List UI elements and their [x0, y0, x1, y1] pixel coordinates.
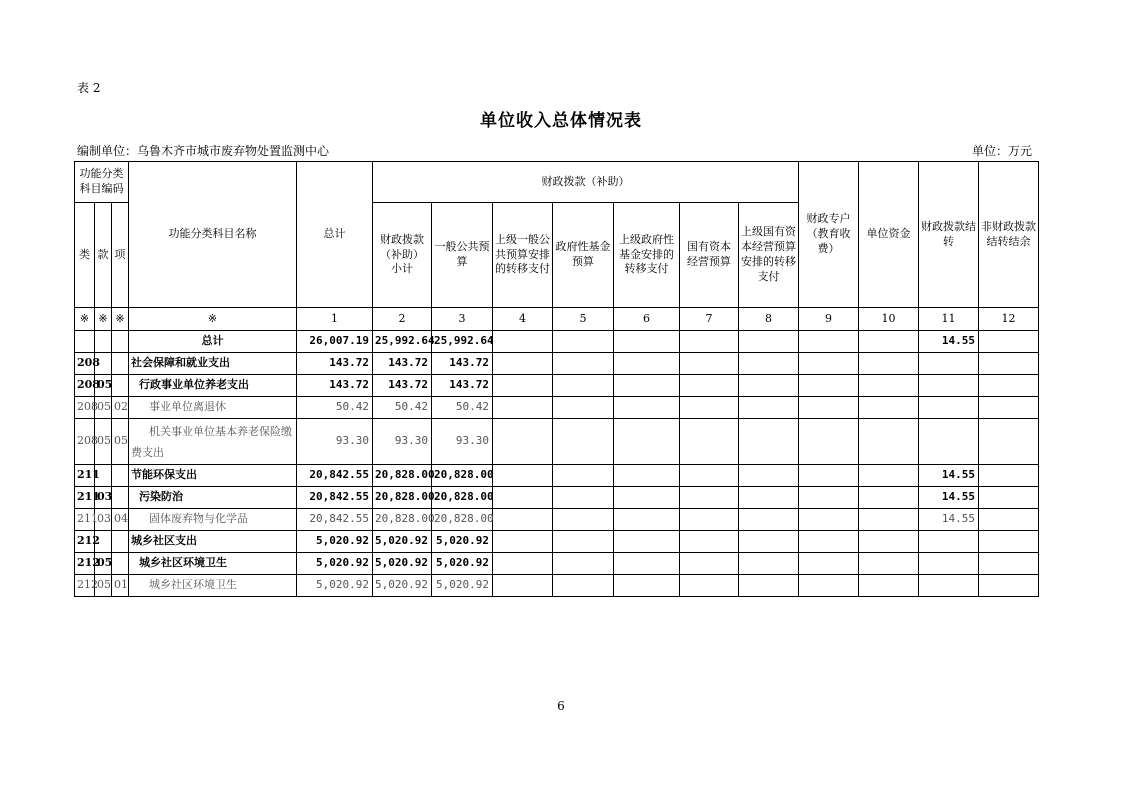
gov-fund-cell [553, 553, 614, 575]
fiscal-special-cell [799, 531, 859, 553]
total-cell: 50.42 [297, 397, 373, 419]
code-kuan-cell: 05 [95, 397, 112, 419]
upper-gov-fund-transfer-cell [614, 353, 680, 375]
fiscal-carryover-cell [919, 575, 979, 597]
gov-fund-cell [553, 575, 614, 597]
nonfiscal-carryover-cell [979, 553, 1039, 575]
index-cell: 4 [493, 308, 553, 331]
name-cell: 固体废弃物与化学品 [129, 509, 297, 531]
index-cell: 2 [373, 308, 432, 331]
general-budget-cell: 143.72 [432, 353, 493, 375]
upper-state-capital-transfer-cell [739, 509, 799, 531]
income-table [74, 161, 1039, 597]
code-xiang-cell [112, 331, 129, 353]
upper-gov-fund-transfer-cell [614, 553, 680, 575]
fiscal-special-cell [799, 553, 859, 575]
upper-state-capital-transfer-cell [739, 465, 799, 487]
index-cell: 3 [432, 308, 493, 331]
org-label: 编制单位：乌鲁木齐市城市废弃物处置监测中心 [77, 144, 330, 158]
table-label: 表 2 [77, 81, 101, 95]
nonfiscal-carryover-cell [979, 397, 1039, 419]
table-row [75, 419, 1039, 465]
index-cell: 7 [680, 308, 739, 331]
state-capital-cell [680, 375, 739, 397]
unit-funds-cell [859, 465, 919, 487]
general-budget-cell: 93.30 [432, 419, 493, 465]
fiscal-subtotal-cell: 5,020.92 [373, 575, 432, 597]
index-cell: 12 [979, 308, 1039, 331]
code-kuan-cell: 05 [95, 419, 112, 465]
table-row [75, 575, 1039, 597]
code-xiang-cell [112, 353, 129, 375]
index-cell: ※ [95, 308, 112, 331]
total-cell: 26,007.19 [297, 331, 373, 353]
upper-general-transfer-cell [493, 353, 553, 375]
total-cell: 20,842.55 [297, 465, 373, 487]
upper-gov-fund-transfer-cell [614, 419, 680, 465]
state-capital-cell [680, 531, 739, 553]
upper-general-transfer-cell [493, 375, 553, 397]
general-budget-cell: 20,828.00 [432, 509, 493, 531]
upper-general-transfer-cell [493, 575, 553, 597]
fiscal-subtotal-cell: 20,828.00 [373, 509, 432, 531]
fiscal-carryover-cell [919, 353, 979, 375]
fiscal-special-cell [799, 353, 859, 375]
total-header: 总计 [297, 162, 373, 308]
name-cell: 城乡社区支出 [129, 531, 297, 553]
fiscal-subtotal-cell: 93.30 [373, 419, 432, 465]
unit-funds-cell [859, 397, 919, 419]
index-cell: 1 [297, 308, 373, 331]
code-xiang-cell: 04 [112, 509, 129, 531]
code-lei-cell: 212 [75, 575, 95, 597]
state-capital-cell [680, 353, 739, 375]
code-xiang-cell: 01 [112, 575, 129, 597]
gov-fund-cell [553, 353, 614, 375]
state-capital-cell [680, 575, 739, 597]
code-lei-cell: 208 [75, 353, 95, 375]
state-capital-cell [680, 509, 739, 531]
code-lei-cell [75, 331, 95, 353]
total-cell: 143.72 [297, 353, 373, 375]
gov-fund-cell [553, 331, 614, 353]
code-lei-cell: 208 [75, 375, 95, 397]
table-row [75, 509, 1039, 531]
code-lei-cell: 208 [75, 397, 95, 419]
upper-gov-fund-transfer-cell [614, 375, 680, 397]
upper-gov-fund-transfer-cell [614, 487, 680, 509]
gov-fund-cell [553, 397, 614, 419]
unit-funds-cell [859, 509, 919, 531]
gov-fund-header: 政府性基金预算 [553, 203, 614, 308]
fiscal-carryover-header: 财政拨款结转 [919, 162, 979, 308]
fiscal-special-header: 财政专户（教育收费） [799, 162, 859, 308]
upper-general-transfer-cell [493, 531, 553, 553]
nonfiscal-carryover-cell [979, 375, 1039, 397]
fiscal-subtotal-cell: 5,020.92 [373, 531, 432, 553]
upper-gov-fund-transfer-header: 上级政府性基金安排的转移支付 [614, 203, 680, 308]
index-cell: 6 [614, 308, 680, 331]
fiscal-special-cell [799, 509, 859, 531]
general-budget-cell: 5,020.92 [432, 553, 493, 575]
code-xiang-cell [112, 531, 129, 553]
general-budget-cell: 50.42 [432, 397, 493, 419]
name-cell: 行政事业单位养老支出 [129, 375, 297, 397]
total-cell: 20,842.55 [297, 487, 373, 509]
general-budget-header: 一般公共预算 [432, 203, 493, 308]
code-xiang-cell [112, 553, 129, 575]
fiscal-carryover-cell [919, 531, 979, 553]
general-budget-cell: 5,020.92 [432, 531, 493, 553]
name-cell: 城乡社区环境卫生 [129, 553, 297, 575]
fiscal-carryover-cell: 14.55 [919, 465, 979, 487]
general-budget-cell: 5,020.92 [432, 575, 493, 597]
table-row [75, 465, 1039, 487]
state-capital-cell [680, 397, 739, 419]
general-budget-cell: 25,992.64 [432, 331, 493, 353]
nonfiscal-carryover-cell [979, 575, 1039, 597]
state-capital-cell [680, 465, 739, 487]
upper-state-capital-transfer-cell [739, 397, 799, 419]
table-row [75, 553, 1039, 575]
upper-state-capital-transfer-cell [739, 353, 799, 375]
lei-header: 类 [75, 203, 95, 308]
code-xiang-cell: 05 [112, 419, 129, 465]
fiscal-carryover-cell [919, 553, 979, 575]
nonfiscal-carryover-cell [979, 509, 1039, 531]
table-row [75, 375, 1039, 397]
table-row [75, 353, 1039, 375]
nonfiscal-carryover-cell [979, 353, 1039, 375]
fiscal-special-cell [799, 419, 859, 465]
upper-general-transfer-cell [493, 419, 553, 465]
fiscal-subtotal-cell: 20,828.00 [373, 487, 432, 509]
nonfiscal-carryover-cell [979, 487, 1039, 509]
name-cell: 社会保障和就业支出 [129, 353, 297, 375]
fiscal-carryover-cell [919, 375, 979, 397]
unit-funds-cell [859, 553, 919, 575]
table-row [75, 397, 1039, 419]
code-kuan-cell: 03 [95, 509, 112, 531]
fiscal-special-cell [799, 465, 859, 487]
fiscal-subtotal-cell: 5,020.92 [373, 553, 432, 575]
unit-funds-header: 单位资金 [859, 162, 919, 308]
total-cell: 143.72 [297, 375, 373, 397]
code-lei-cell: 211 [75, 465, 95, 487]
gov-fund-cell [553, 465, 614, 487]
upper-general-transfer-cell [493, 509, 553, 531]
upper-general-transfer-cell [493, 331, 553, 353]
header-row-1 [75, 162, 1039, 203]
state-capital-cell [680, 419, 739, 465]
name-cell: 机关事业单位基本养老保险缴费支出 [129, 419, 297, 465]
unit-funds-cell [859, 419, 919, 465]
upper-state-capital-transfer-cell [739, 531, 799, 553]
index-cell: 8 [739, 308, 799, 331]
fiscal-carryover-cell: 14.55 [919, 331, 979, 353]
fiscal-subtotal-cell: 25,992.64 [373, 331, 432, 353]
upper-state-capital-transfer-cell [739, 375, 799, 397]
code-xiang-cell: 02 [112, 397, 129, 419]
upper-general-transfer-cell [493, 487, 553, 509]
upper-general-transfer-header: 上级一般公共预算安排的转移支付 [493, 203, 553, 308]
upper-general-transfer-cell [493, 465, 553, 487]
upper-gov-fund-transfer-cell [614, 575, 680, 597]
fiscal-special-cell [799, 575, 859, 597]
fiscal-special-cell [799, 397, 859, 419]
index-cell: 11 [919, 308, 979, 331]
fiscal-carryover-cell [919, 397, 979, 419]
fiscal-subtotal-cell: 20,828.00 [373, 465, 432, 487]
nonfiscal-carryover-cell [979, 531, 1039, 553]
code-xiang-cell [112, 465, 129, 487]
code-kuan-cell [95, 331, 112, 353]
unit-funds-cell [859, 375, 919, 397]
fiscal-subtotal-cell: 143.72 [373, 353, 432, 375]
upper-general-transfer-cell [493, 553, 553, 575]
unit-funds-cell [859, 531, 919, 553]
unit-funds-cell [859, 487, 919, 509]
index-cell: ※ [112, 308, 129, 331]
code-kuan-cell: 05 [95, 553, 112, 575]
total-cell: 20,842.55 [297, 509, 373, 531]
gov-fund-cell [553, 509, 614, 531]
upper-gov-fund-transfer-cell [614, 509, 680, 531]
name-cell: 城乡社区环境卫生 [129, 575, 297, 597]
unit-funds-cell [859, 331, 919, 353]
name-cell: 事业单位离退休 [129, 397, 297, 419]
nonfiscal-carryover-cell [979, 465, 1039, 487]
fiscal-group-header: 财政拨款（补助） [373, 162, 799, 203]
upper-state-capital-transfer-cell [739, 419, 799, 465]
state-capital-cell [680, 553, 739, 575]
gov-fund-cell [553, 531, 614, 553]
state-capital-cell [680, 331, 739, 353]
code-kuan-cell: 05 [95, 375, 112, 397]
upper-gov-fund-transfer-cell [614, 465, 680, 487]
code-lei-cell: 208 [75, 419, 95, 465]
fiscal-special-cell [799, 487, 859, 509]
upper-gov-fund-transfer-cell [614, 397, 680, 419]
fiscal-carryover-cell: 14.55 [919, 487, 979, 509]
upper-state-capital-transfer-header: 上级国有资本经营预算安排的转移支付 [739, 203, 799, 308]
xiang-header: 项 [112, 203, 129, 308]
upper-state-capital-transfer-cell [739, 575, 799, 597]
code-xiang-cell [112, 487, 129, 509]
general-budget-cell: 20,828.00 [432, 487, 493, 509]
table-body [75, 331, 1039, 597]
fiscal-subtotal-cell: 143.72 [373, 375, 432, 397]
nonfiscal-carryover-cell [979, 331, 1039, 353]
page-title: 单位收入总体情况表 [480, 111, 642, 131]
name-cell: 节能环保支出 [129, 465, 297, 487]
index-cell: ※ [129, 308, 297, 331]
upper-general-transfer-cell [493, 397, 553, 419]
func-name-header: 功能分类科目名称 [129, 162, 297, 308]
code-kuan-cell: 05 [95, 575, 112, 597]
fiscal-subtotal-cell: 50.42 [373, 397, 432, 419]
unit-funds-cell [859, 353, 919, 375]
nonfiscal-carryover-header: 非财政拨款结转结余 [979, 162, 1039, 308]
index-row [75, 308, 1039, 331]
upper-gov-fund-transfer-cell [614, 331, 680, 353]
name-cell: 污染防治 [129, 487, 297, 509]
index-cell: 9 [799, 308, 859, 331]
fiscal-subtotal-header: 财政拨款（补助）小计 [373, 203, 432, 308]
code-lei-cell: 211 [75, 487, 95, 509]
unit-label: 单位：万元 [972, 144, 1033, 158]
upper-state-capital-transfer-cell [739, 553, 799, 575]
page-number: 6 [557, 699, 565, 713]
table-row [75, 531, 1039, 553]
table-row [75, 331, 1039, 353]
code-lei-cell: 212 [75, 553, 95, 575]
code-lei-cell: 212 [75, 531, 95, 553]
fiscal-carryover-cell: 14.55 [919, 509, 979, 531]
state-capital-cell [680, 487, 739, 509]
state-capital-header: 国有资本经营预算 [680, 203, 739, 308]
gov-fund-cell [553, 419, 614, 465]
index-cell: 5 [553, 308, 614, 331]
fiscal-carryover-cell [919, 419, 979, 465]
upper-state-capital-transfer-cell [739, 487, 799, 509]
general-budget-cell: 20,828.00 [432, 465, 493, 487]
total-cell: 5,020.92 [297, 553, 373, 575]
index-cell: ※ [75, 308, 95, 331]
unit-funds-cell [859, 575, 919, 597]
general-budget-cell: 143.72 [432, 375, 493, 397]
nonfiscal-carryover-cell [979, 419, 1039, 465]
upper-gov-fund-transfer-cell [614, 531, 680, 553]
gov-fund-cell [553, 487, 614, 509]
func-code-header: 功能分类科目编码 [75, 162, 129, 203]
kuan-header: 款 [95, 203, 112, 308]
name-cell: 总计 [129, 331, 297, 353]
index-cell: 10 [859, 308, 919, 331]
total-cell: 93.30 [297, 419, 373, 465]
code-lei-cell: 211 [75, 509, 95, 531]
total-cell: 5,020.92 [297, 575, 373, 597]
total-cell: 5,020.92 [297, 531, 373, 553]
gov-fund-cell [553, 375, 614, 397]
upper-state-capital-transfer-cell [739, 331, 799, 353]
code-kuan-cell: 03 [95, 487, 112, 509]
fiscal-special-cell [799, 331, 859, 353]
fiscal-special-cell [799, 375, 859, 397]
table-row [75, 487, 1039, 509]
code-xiang-cell [112, 375, 129, 397]
